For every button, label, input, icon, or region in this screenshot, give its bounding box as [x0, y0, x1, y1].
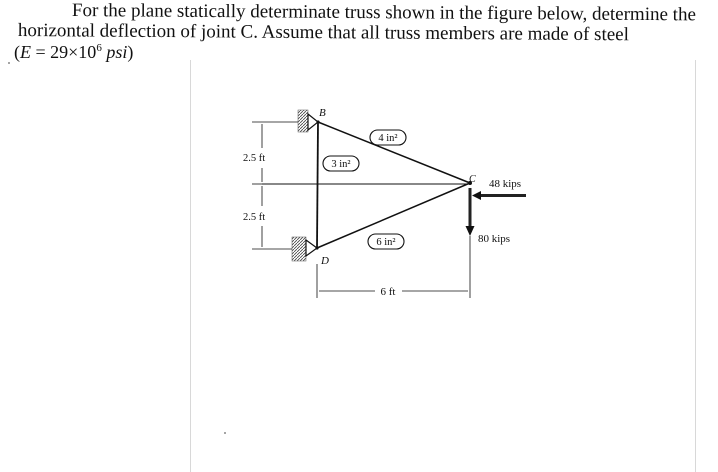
modulus-value: = 29×10 — [31, 42, 97, 62]
modulus-open-paren: ( — [14, 42, 20, 62]
problem-line-2: horizontal deflection of joint C. Assume that all truss members are made of steel — [17, 20, 630, 46]
area-label-bd: 3 in² — [331, 159, 351, 170]
dim-label-span: 6 ft — [380, 286, 396, 298]
dim-label-upper: 2.5 ft — [243, 153, 266, 164]
area-label-bc: 4 in² — [378, 133, 398, 144]
area-label-dc: 6 in² — [376, 237, 396, 248]
wall-support-b — [298, 110, 308, 132]
modulus-exponent: 6 — [96, 42, 102, 54]
pin-support-d — [306, 240, 317, 256]
vertical-load-arrowhead — [466, 226, 475, 236]
horizontal-load-arrowhead — [472, 191, 481, 200]
label-joint-d: D — [321, 255, 329, 267]
modulus-close-paren: ) — [127, 42, 134, 62]
modulus-unit: psi — [106, 42, 128, 62]
member-bd — [317, 122, 318, 248]
vertical-load-label: 80 kips — [478, 233, 511, 245]
wall-support-d — [292, 237, 306, 261]
horizontal-load-arrow-shaft — [476, 194, 526, 197]
label-joint-b: B — [319, 107, 326, 119]
modulus-symbol: E — [20, 42, 31, 62]
label-joint-c: C — [469, 174, 476, 185]
dim-label-lower: 2.5 ft — [243, 212, 266, 223]
vertical-load-arrow-shaft — [469, 188, 472, 226]
problem-line-1: For the plane statically determinate truss shown in the figure below, determine the — [71, 0, 697, 26]
horizontal-load-label: 48 kips — [489, 178, 522, 190]
